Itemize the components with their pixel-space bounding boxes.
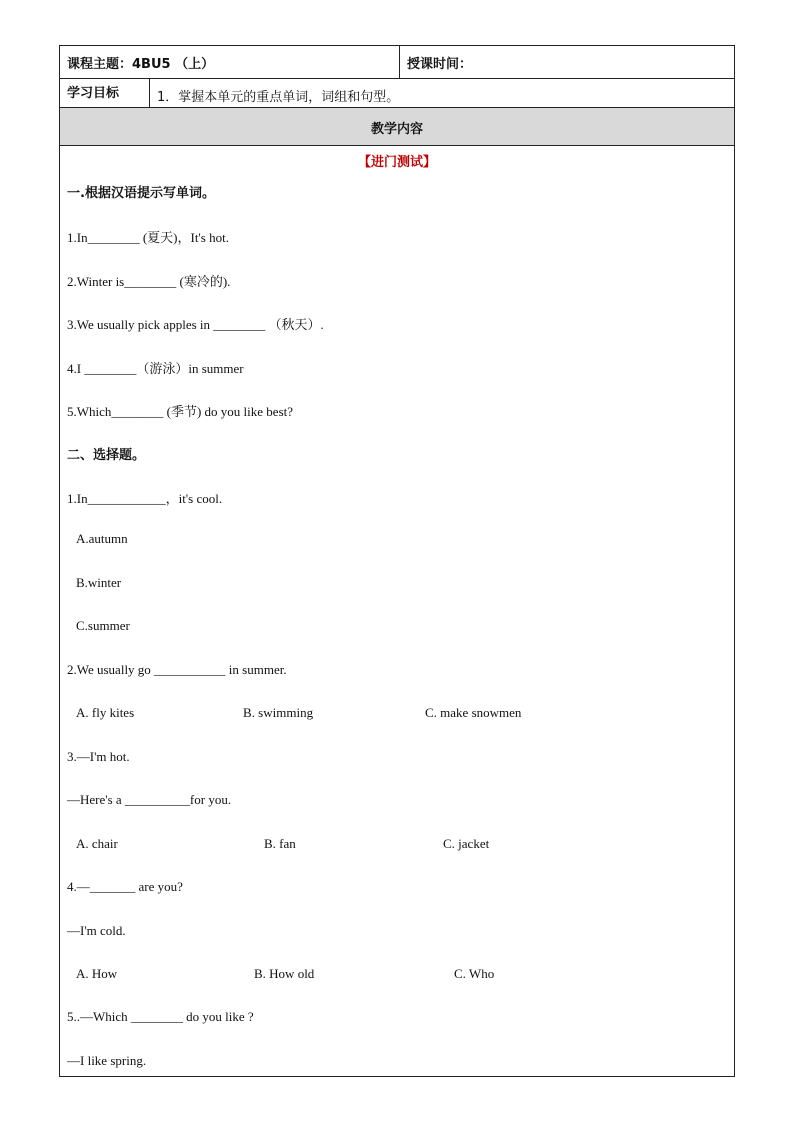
q5-stem-2: —I like spring. — [67, 1053, 147, 1068]
q1-option-a: A.autumn — [76, 531, 128, 546]
content-header-row — [60, 108, 734, 146]
q2-option-a: A. fly kites — [76, 705, 135, 720]
q2-option-c: C. make snowmen — [425, 705, 522, 720]
q4-option-a: A. How — [76, 966, 118, 981]
q1-option-c: C.summer — [76, 618, 130, 633]
q3-stem-2: —Here's a __________for you. — [67, 792, 232, 807]
goal-text-cell — [150, 79, 734, 107]
q4-option-c: C. Who — [454, 966, 495, 981]
q2-stem: 2.We usually go ___________ in summer. — [67, 662, 287, 677]
q1-option-b: B.winter — [76, 575, 122, 590]
s1-item-3: 3.We usually pick apples in ________ （秋天）. — [67, 317, 324, 332]
goal-row — [60, 79, 734, 108]
s1-item-2: 2.Winter is________ (寒冷的). — [67, 274, 231, 289]
q2-option-b: B. swimming — [243, 705, 314, 720]
goal-label-cell — [60, 79, 150, 107]
q5-stem-1: 5..—Which ________ do you like ? — [67, 1009, 254, 1024]
entry-test-title: 【进门测试】 — [357, 155, 436, 170]
s1-item-1: 1.In________ (夏天)，It's hot. — [67, 230, 229, 245]
s1-item-4: 4.I ________（游泳）in summer — [67, 361, 244, 376]
q4-option-b: B. How old — [254, 966, 315, 981]
q3-stem-1: 3.—I'm hot. — [67, 749, 130, 764]
time-cell — [400, 46, 734, 78]
q3-option-a: A. chair — [76, 836, 118, 851]
teaching-content-title: 教学内容 — [370, 122, 423, 137]
q4-stem-1: 4.—_______ are you? — [67, 879, 183, 894]
section1-title: 一.根据汉语提示写单词。 — [67, 186, 215, 201]
learning-goal-text: 1．掌握本单元的重点单词，词组和句型。 — [157, 90, 400, 105]
class-time-label: 授课时间： — [407, 57, 473, 72]
s1-item-5: 5.Which________ (季节) do you like best? — [67, 404, 294, 419]
q3-option-c: C. jacket — [443, 836, 490, 851]
learning-goal-label: 学习目标 — [67, 86, 120, 101]
q1-stem: 1.In____________，it's cool. — [67, 491, 223, 506]
course-topic: 课程主题：4BU5 （上） — [67, 57, 215, 72]
q3-option-b: B. fan — [264, 836, 296, 851]
section2-title: 二、选择题。 — [67, 448, 146, 463]
q4-stem-2: —I'm cold. — [67, 923, 126, 938]
topic-cell — [60, 46, 400, 78]
header-row — [60, 46, 734, 79]
lesson-sheet — [59, 45, 735, 1077]
